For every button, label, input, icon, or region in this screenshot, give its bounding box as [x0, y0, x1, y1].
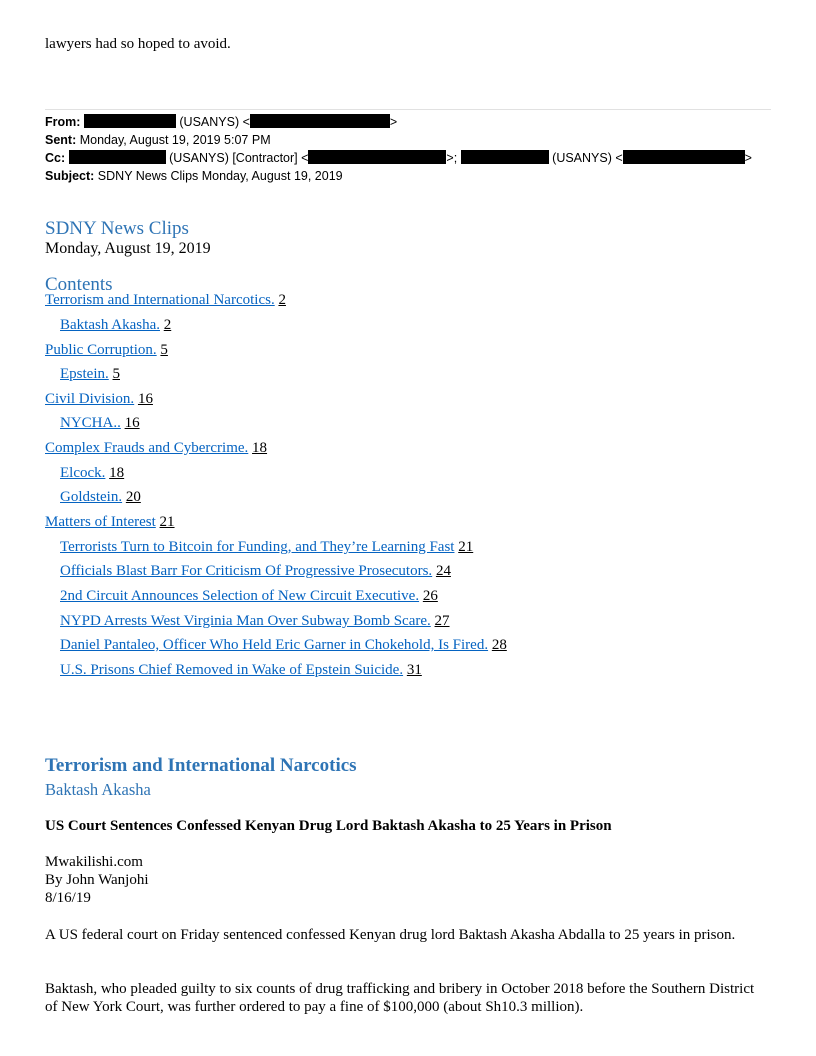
toc-entry	[60, 317, 171, 334]
toc-page-number: 5	[112, 366, 120, 382]
toc-page-number: 21	[159, 514, 175, 530]
toc-entry	[60, 588, 438, 605]
subsection-heading: Baktash Akasha	[45, 780, 151, 799]
article-source-block	[45, 853, 149, 907]
toc-entry	[60, 465, 124, 482]
toc-entry	[60, 613, 450, 630]
section-heading: Terrorism and International Narcotics	[45, 755, 357, 776]
toc-link[interactable]: NYPD Arrests West Virginia Man Over Subway Bomb Scare.	[60, 613, 431, 629]
sent-label: Sent:	[45, 133, 77, 147]
toc-entry	[60, 366, 120, 383]
redaction-block	[84, 114, 176, 128]
toc-page-number: 21	[458, 539, 474, 555]
cc-org-2: (USANYS) <	[552, 151, 623, 165]
email-cc-line	[45, 149, 752, 167]
toc-link[interactable]: Terrorism and International Narcotics.	[45, 292, 275, 308]
carryover-text: lawyers had so hoped to avoid.	[45, 36, 231, 52]
toc-page-number: 18	[252, 440, 268, 456]
from-label: From:	[45, 115, 81, 129]
toc-entry	[45, 292, 286, 309]
subject-label: Subject:	[45, 169, 95, 183]
toc-link[interactable]: Officials Blast Barr For Criticism Of Progressive Prosecutors.	[60, 563, 433, 579]
cc-org-1: (USANYS) [Contractor] <	[169, 151, 309, 165]
email-subject-line	[45, 167, 343, 185]
toc-entry	[60, 637, 507, 654]
toc-page-number: 18	[109, 465, 125, 481]
toc-page-number: 26	[422, 588, 438, 604]
clips-title: SDNY News Clips	[45, 218, 189, 239]
from-close: >	[389, 115, 398, 129]
email-sent-line	[45, 131, 271, 149]
subject-value: SDNY News Clips Monday, August 19, 2019	[97, 169, 343, 183]
toc-link[interactable]: Complex Frauds and Cybercrime.	[45, 440, 249, 456]
toc-page-number: 16	[137, 391, 153, 407]
toc-link[interactable]: Baktash Akasha.	[60, 317, 160, 333]
toc-entry	[45, 391, 153, 408]
article-source: Mwakilishi.com	[45, 854, 143, 870]
article-title: US Court Sentences Confessed Kenyan Drug Lord Baktash Akasha to 25 Years in Prison	[45, 818, 612, 834]
toc-page-number: 2	[278, 292, 286, 308]
clips-date: Monday, August 19, 2019	[45, 240, 211, 257]
toc-entry	[60, 662, 422, 679]
article-paragraph: A US federal court on Friday sentenced confessed Kenyan drug lord Baktash Akasha Abdalla to 25 years in prison.	[45, 927, 736, 943]
redaction-block	[623, 150, 745, 164]
toc-page-number: 2	[163, 317, 172, 333]
cc-separator: >;	[446, 151, 458, 165]
cc-close: >	[744, 151, 752, 165]
toc-link[interactable]: NYCHA..	[60, 415, 121, 431]
toc-entry	[45, 342, 168, 359]
redaction-block	[250, 114, 390, 128]
toc-link[interactable]: Elcock.	[60, 465, 106, 481]
redaction-block	[461, 150, 549, 164]
article-byline: By John Wanjohi	[45, 872, 149, 888]
toc-entry	[45, 514, 175, 531]
cc-label: Cc:	[45, 151, 66, 165]
toc-page-number: 20	[125, 489, 141, 505]
toc-link[interactable]: 2nd Circuit Announces Selection of New Circuit Executive.	[60, 588, 420, 604]
toc-entry	[60, 415, 140, 432]
toc-link[interactable]: Civil Division.	[45, 391, 135, 407]
from-org: (USANYS) <	[179, 115, 250, 129]
toc-link[interactable]: Matters of Interest	[45, 514, 156, 530]
toc-entry	[60, 563, 451, 580]
toc-page-number: 28	[491, 637, 507, 653]
redaction-block	[308, 150, 446, 164]
toc-link[interactable]: U.S. Prisons Chief Removed in Wake of Epstein Suicide.	[60, 662, 404, 678]
toc-page-number: 24	[435, 563, 451, 579]
sent-value: Monday, August 19, 2019 5:07 PM	[79, 133, 271, 147]
article-paragraph: Baktash, who pleaded guilty to six counts of drug trafficking and bribery in October 2018 before the Southern District of New York Court, was further ordered to pay a fine of $100,000 (about Sh10.3 million).	[45, 981, 755, 1015]
toc-page-number: 5	[160, 342, 168, 358]
article-date: 8/16/19	[45, 890, 91, 906]
toc-link[interactable]: Terrorists Turn to Bitcoin for Funding, and They’re Learning Fast	[60, 539, 455, 555]
contents-heading: Contents	[45, 274, 113, 295]
email-from-line	[45, 113, 397, 131]
toc-page-number: 31	[406, 662, 422, 678]
toc-page-number: 16	[124, 415, 140, 431]
redaction-block	[69, 150, 166, 164]
toc-page-number: 27	[434, 613, 450, 629]
toc-link[interactable]: Goldstein.	[60, 489, 123, 505]
toc-entry	[60, 539, 473, 556]
toc-link[interactable]: Public Corruption.	[45, 342, 157, 358]
toc-link[interactable]: Epstein.	[60, 366, 109, 382]
toc-entry	[45, 440, 267, 457]
header-divider	[45, 109, 771, 110]
toc-link[interactable]: Daniel Pantaleo, Officer Who Held Eric Garner in Chokehold, Is Fired.	[60, 637, 489, 653]
toc-entry	[60, 489, 141, 506]
